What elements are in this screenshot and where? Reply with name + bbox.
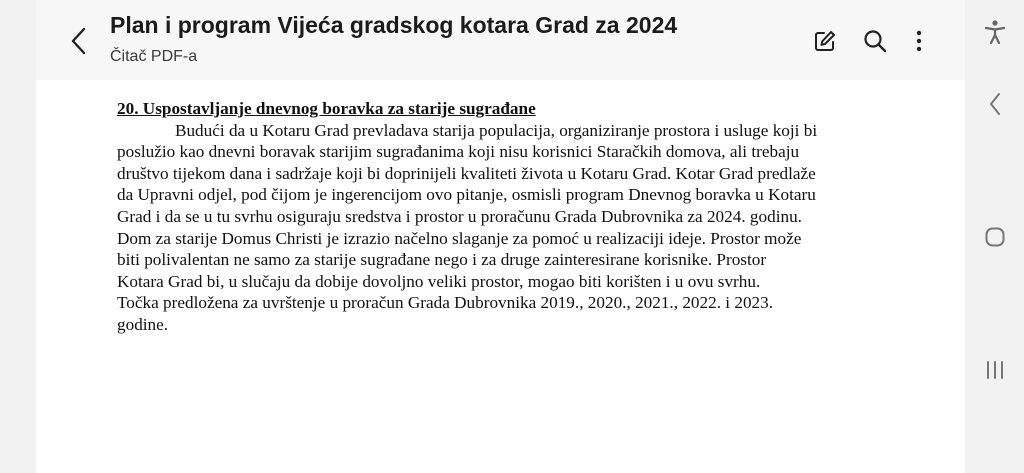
nav-home-button[interactable] [979,221,1011,253]
paragraph-line: biti polivalentan ne samo za starije sugrađane nego i za druge zainteresirane korisnike. Prostor [117,250,767,270]
edit-button[interactable] [810,26,840,56]
system-navigation-bar [965,0,1024,473]
paragraph-line: Dom za starije Domus Christi je izrazio načelno slaganje za pomoć u realizaciji ideje. Prostor može [117,228,802,248]
nav-back-icon [988,92,1002,116]
more-options-button[interactable] [904,26,934,56]
nav-recents-button[interactable] [979,354,1011,386]
app-subtitle: Čitač PDF-a [110,48,198,65]
pdf-reader-window [36,0,965,473]
paragraph-line: poslužio kao dnevni boravak starijim sugrađanima koji nisu korisnici Staračkih domova, ali trebaju [117,142,800,162]
nav-back-button[interactable] [979,88,1011,120]
paragraph-line: Budući da u Kotaru Grad prevladava starija populacija, organiziranje prostora i usluge koji bi [175,120,818,140]
search-button[interactable] [860,26,890,56]
accessibility-button[interactable] [979,16,1011,48]
back-button[interactable] [62,22,96,60]
paragraph-line: Kotara Grad bi, u slučaju da dobije dovoljno veliki prostor, mogao biti korišten i u ovu svrhu. [117,271,761,291]
paragraph-line: da Upravni odjel, pod čijom je ingerencijom ovo pitanje, osmisli program Dnevnog boravka u Kotaru [117,185,816,205]
nav-home-icon [983,225,1007,249]
chevron-left-icon [69,26,89,56]
paragraph-line: godine. [117,314,169,334]
pdf-page-content [117,98,937,336]
paragraph-line: Grad i da se u tu svrhu osiguraju sredstva i prostor u proračunu Grada Dubrovnika za 2024. godinu. [117,206,802,226]
accessibility-icon [984,19,1006,45]
paragraph-line: društvo tijekom dana i sadržaje koji bi doprinijeli kvaliteti života u Kotaru Grad. Kotar Grad predlaže [117,163,816,183]
paragraph-line: Točka predložena za uvrštenje u proračun Grada Dubrovnika 2019., 2020., 2021., 2022. i 2023. [117,293,774,313]
search-icon [862,28,888,54]
more-vert-icon [913,28,925,54]
section-heading: 20. Uspostavljanje dnevnog boravka za starije sugrađane [117,99,536,118]
app-bar [36,0,965,80]
left-gutter [0,0,36,473]
edit-icon [812,28,838,54]
nav-recents-icon [983,358,1007,382]
document-title: Plan i program Vijeća gradskog kotara Grad za 2024 [110,12,678,38]
